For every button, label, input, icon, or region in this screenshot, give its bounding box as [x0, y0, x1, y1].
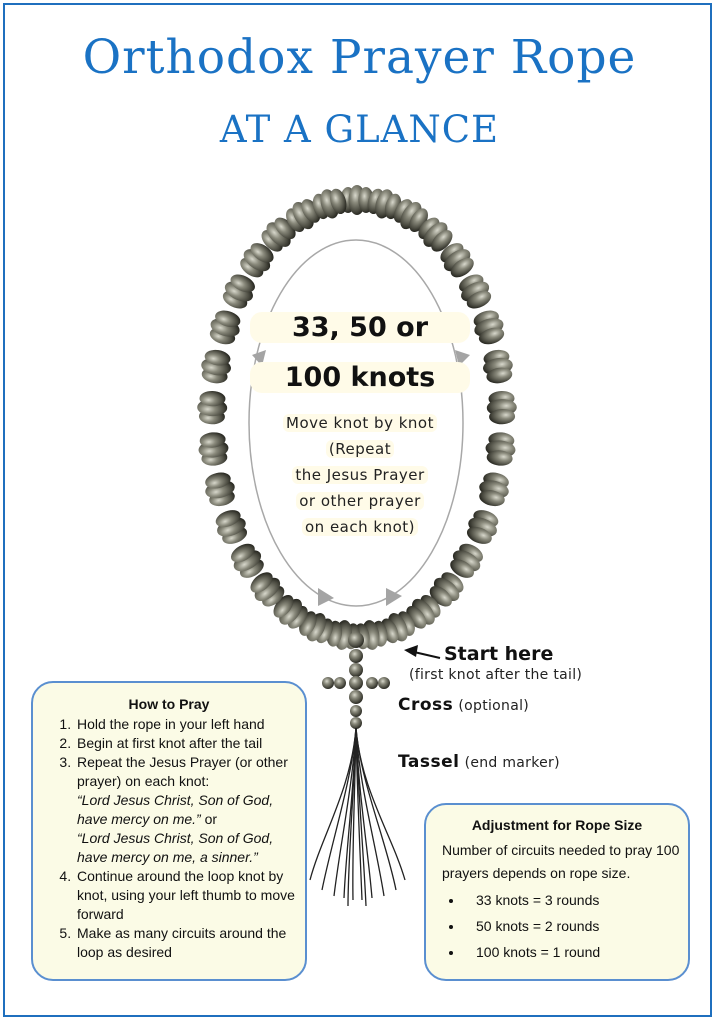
instruction-line: (Repeat	[326, 440, 394, 458]
step-item	[75, 753, 305, 867]
tail-knot	[348, 632, 364, 648]
list-item: • 100 knots = 1 round	[464, 939, 600, 965]
instruction-line: Move knot by knot	[283, 414, 437, 432]
tassel-note: (end marker)	[464, 755, 560, 771]
step-item: 4. Continue around the loop knot by knot, using your left thumb to move forward	[75, 867, 305, 924]
tail-knot	[349, 663, 363, 677]
adjustment-list	[442, 887, 600, 965]
arrow-left-icon	[404, 645, 440, 658]
tassel-icon	[310, 728, 405, 906]
rope-knot	[480, 348, 515, 386]
rope-knot	[486, 390, 517, 424]
list-item: • 33 knots = 3 rounds	[464, 887, 600, 913]
tail-knot	[350, 705, 362, 717]
step-item: 1. Hold the rope in your left hand	[75, 715, 305, 734]
prayer-or: or	[200, 811, 218, 827]
tassel-label	[398, 752, 560, 772]
instruction-line: the Jesus Prayer	[292, 466, 427, 484]
rope-knot	[206, 307, 244, 348]
step-item: 5. Make as many circuits around the loop as desired	[75, 924, 305, 962]
rope-tail	[310, 632, 405, 906]
tail-knot	[349, 690, 363, 704]
rope-knot	[463, 506, 503, 548]
rope-knot	[470, 307, 508, 348]
tail-knot	[349, 649, 363, 663]
knot-count-line1: 33, 50 or	[250, 312, 470, 343]
cross-title: Cross	[398, 695, 454, 715]
rope-knot	[211, 506, 251, 548]
rope-knot	[199, 348, 234, 386]
instruction-line: or other prayer	[296, 492, 424, 510]
start-here-note: (first knot after the tail)	[409, 667, 583, 683]
step3-text: Repeat the Jesus Prayer (or other prayer) on each knot:	[77, 754, 288, 789]
rope-knot	[202, 470, 239, 509]
rope-knot	[484, 431, 517, 467]
loop-direction-arrow-icon	[318, 588, 334, 606]
prayer-long: “Lord Jesus Christ, Son of God, have mercy on me, a sinner.”	[77, 830, 274, 865]
tassel-title: Tassel	[398, 752, 460, 772]
list-item: • 50 knots = 2 rounds	[464, 913, 600, 939]
adjustment-heading: Adjustment for Rope Size	[471, 817, 643, 833]
start-here-label: Start here	[444, 643, 554, 665]
cross-note: (optional)	[458, 698, 530, 714]
cross-label	[398, 695, 529, 715]
rope-knot	[197, 431, 230, 467]
page-subtitle: AT A GLANCE	[219, 108, 500, 151]
prayer-short: “Lord Jesus Christ, Son of God, have mercy on me.”	[77, 792, 274, 827]
how-to-pray-box	[31, 681, 307, 981]
tail-knot	[350, 717, 362, 729]
loop-instructions	[255, 410, 465, 540]
adjustment-box	[424, 803, 690, 981]
instruction-line: on each knot)	[302, 518, 418, 536]
adjustment-intro: Number of circuits needed to pray 100 prayers depends on rope size.	[442, 842, 680, 881]
step-item: 2. Begin at first knot after the tail	[75, 734, 305, 753]
knot-count-line2: 100 knots	[250, 362, 470, 393]
how-to-pray-heading: How to Pray	[128, 696, 210, 712]
rope-knot	[197, 390, 228, 424]
page-title: Orthodox Prayer Rope	[82, 30, 637, 85]
how-to-pray-steps	[37, 715, 305, 962]
rope-knot	[476, 470, 513, 509]
cross-icon	[322, 676, 390, 690]
